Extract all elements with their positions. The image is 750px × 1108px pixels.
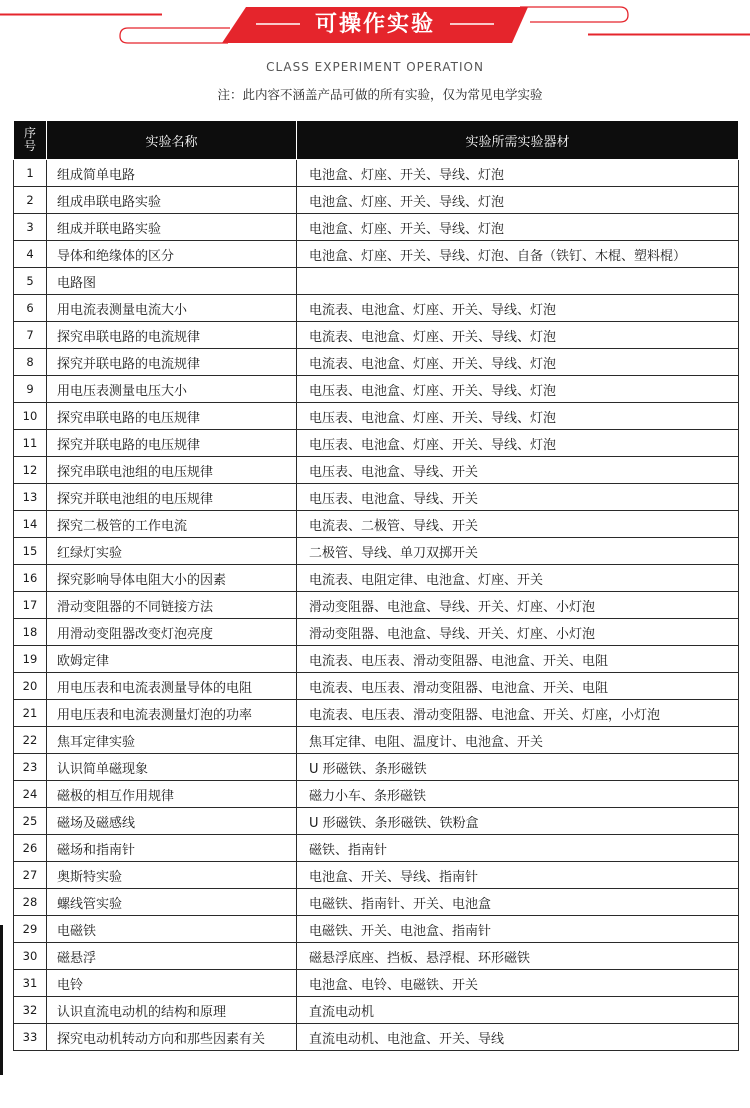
experiment-name: 探究串联电路的电流规律 [47, 322, 297, 349]
row-number: 33 [14, 1024, 47, 1051]
row-number: 11 [14, 430, 47, 457]
experiment-name: 探究并联电路的电流规律 [47, 349, 297, 376]
row-number: 9 [14, 376, 47, 403]
experiment-name: 认识直流电动机的结构和原理 [47, 997, 297, 1024]
table-row [14, 835, 739, 862]
experiment-equipment: 直流电动机 [297, 997, 739, 1024]
page-title: 可操作实验 [314, 12, 435, 37]
table-row [14, 457, 739, 484]
experiment-name: 探究影响导体电阻大小的因素 [47, 565, 297, 592]
table-row [14, 241, 739, 268]
experiment-name: 磁极的相互作用规律 [47, 781, 297, 808]
experiment-equipment: 电流表、电池盒、灯座、开关、导线、灯泡 [297, 295, 739, 322]
row-number: 28 [14, 889, 47, 916]
experiment-equipment: 电压表、电池盒、导线、开关 [297, 457, 739, 484]
experiment-name: 奥斯特实验 [47, 862, 297, 889]
table-row [14, 916, 739, 943]
row-number: 21 [14, 700, 47, 727]
experiment-equipment: 电流表、电压表、滑动变阻器、电池盒、开关、电阻 [297, 673, 739, 700]
row-number: 31 [14, 970, 47, 997]
table-row [14, 700, 739, 727]
row-number: 30 [14, 943, 47, 970]
table-row [14, 511, 739, 538]
row-number: 25 [14, 808, 47, 835]
experiment-name: 组成并联电路实验 [47, 214, 297, 241]
table-row [14, 970, 739, 997]
experiment-equipment: U 形磁铁、条形磁铁 [297, 754, 739, 781]
row-number: 19 [14, 646, 47, 673]
table-row [14, 484, 739, 511]
experiment-equipment: 电流表、电池盒、灯座、开关、导线、灯泡 [297, 349, 739, 376]
experiment-equipment: 磁力小车、条形磁铁 [297, 781, 739, 808]
row-number: 29 [14, 916, 47, 943]
experiment-equipment: U 形磁铁、条形磁铁、铁粉盒 [297, 808, 739, 835]
experiment-name: 导体和绝缘体的区分 [47, 241, 297, 268]
experiment-equipment: 电压表、电池盒、灯座、开关、导线、灯泡 [297, 403, 739, 430]
table-row [14, 268, 739, 295]
experiment-name: 磁悬浮 [47, 943, 297, 970]
table-header-row [14, 121, 739, 160]
experiment-equipment: 电压表、电池盒、灯座、开关、导线、灯泡 [297, 430, 739, 457]
experiment-equipment: 二极管、导线、单刀双掷开关 [297, 538, 739, 565]
experiment-name: 用滑动变阻器改变灯泡亮度 [47, 619, 297, 646]
table-row [14, 781, 739, 808]
table-row [14, 160, 739, 187]
table-row [14, 565, 739, 592]
experiment-equipment: 磁铁、指南针 [297, 835, 739, 862]
experiment-equipment: 电流表、电池盒、灯座、开关、导线、灯泡 [297, 322, 739, 349]
experiment-equipment: 滑动变阻器、电池盒、导线、开关、灯座、小灯泡 [297, 619, 739, 646]
row-number: 16 [14, 565, 47, 592]
table-row [14, 943, 739, 970]
experiment-equipment: 电池盒、灯座、开关、导线、灯泡 [297, 187, 739, 214]
experiment-equipment: 电流表、电压表、滑动变阻器、电池盒、开关、灯座，小灯泡 [297, 700, 739, 727]
experiment-equipment: 电压表、电池盒、灯座、开关、导线、灯泡 [297, 376, 739, 403]
experiment-equipment: 磁悬浮底座、挡板、悬浮棍、环形磁铁 [297, 943, 739, 970]
experiment-name: 认识简单磁现象 [47, 754, 297, 781]
disclaimer-note: 注：此内容不涵盖产品可做的所有实验，仅为常见电学实验 [217, 87, 543, 102]
experiment-equipment: 电池盒、灯座、开关、导线、灯泡 [297, 160, 739, 187]
experiment-name: 电磁铁 [47, 916, 297, 943]
row-number: 10 [14, 403, 47, 430]
table-row [14, 1024, 739, 1051]
table-row [14, 727, 739, 754]
experiment-equipment [297, 268, 739, 295]
table-row [14, 889, 739, 916]
row-number: 15 [14, 538, 47, 565]
row-number: 12 [14, 457, 47, 484]
row-number: 18 [14, 619, 47, 646]
row-number: 23 [14, 754, 47, 781]
experiment-equipment: 电池盒、灯座、开关、导线、灯泡 [297, 214, 739, 241]
experiment-equipment: 电池盒、灯座、开关、导线、灯泡、自备（铁钉、木棍、塑料棍） [297, 241, 739, 268]
row-number: 7 [14, 322, 47, 349]
experiment-equipment: 电磁铁、指南针、开关、电池盒 [297, 889, 739, 916]
experiment-name: 滑动变阻器的不同链接方法 [47, 592, 297, 619]
row-number: 2 [14, 187, 47, 214]
experiment-table [13, 121, 739, 1051]
table-body [14, 160, 739, 1051]
experiment-equipment: 直流电动机、电池盒、开关、导线 [297, 1024, 739, 1051]
experiment-name: 用电压表和电流表测量导体的电阻 [47, 673, 297, 700]
row-number: 14 [14, 511, 47, 538]
experiment-name: 用电流表测量电流大小 [47, 295, 297, 322]
table-row [14, 538, 739, 565]
experiment-name: 探究串联电路的电压规律 [47, 403, 297, 430]
row-number: 24 [14, 781, 47, 808]
table-row [14, 673, 739, 700]
table-row [14, 295, 739, 322]
experiment-name: 探究并联电池组的电压规律 [47, 484, 297, 511]
row-number: 32 [14, 997, 47, 1024]
row-number: 3 [14, 214, 47, 241]
left-edge-mark [0, 925, 3, 1075]
experiment-name: 磁场及磁感线 [47, 808, 297, 835]
row-number: 5 [14, 268, 47, 295]
experiment-name: 欧姆定律 [47, 646, 297, 673]
table-row [14, 430, 739, 457]
row-number: 17 [14, 592, 47, 619]
row-number: 27 [14, 862, 47, 889]
table-row [14, 808, 739, 835]
title-banner [0, 0, 750, 50]
table-row [14, 187, 739, 214]
experiment-name: 电路图 [47, 268, 297, 295]
experiment-name: 探究并联电路的电压规律 [47, 430, 297, 457]
row-number: 1 [14, 160, 47, 187]
table-row [14, 592, 739, 619]
experiment-name: 组成串联电路实验 [47, 187, 297, 214]
row-number: 20 [14, 673, 47, 700]
column-header-no: 序号 [14, 121, 47, 160]
table-row [14, 997, 739, 1024]
table-row [14, 214, 739, 241]
row-number: 6 [14, 295, 47, 322]
experiment-equipment: 电流表、电阻定律、电池盒、灯座、开关 [297, 565, 739, 592]
experiment-name: 磁场和指南针 [47, 835, 297, 862]
row-number: 4 [14, 241, 47, 268]
row-number: 13 [14, 484, 47, 511]
experiment-name: 电铃 [47, 970, 297, 997]
experiment-equipment: 电流表、电压表、滑动变阻器、电池盒、开关、电阻 [297, 646, 739, 673]
experiment-equipment: 焦耳定律、电阻、温度计、电池盒、开关 [297, 727, 739, 754]
experiment-equipment: 电磁铁、开关、电池盒、指南针 [297, 916, 739, 943]
experiment-name: 螺线管实验 [47, 889, 297, 916]
experiment-table-container [13, 121, 738, 1051]
experiment-equipment: 电压表、电池盒、导线、开关 [297, 484, 739, 511]
experiment-name: 探究串联电池组的电压规律 [47, 457, 297, 484]
row-number: 8 [14, 349, 47, 376]
table-row [14, 646, 739, 673]
table-row [14, 754, 739, 781]
experiment-name: 探究电动机转动方向和那些因素有关 [47, 1024, 297, 1051]
experiment-name: 焦耳定律实验 [47, 727, 297, 754]
column-header-equipment: 实验所需实验器材 [297, 121, 739, 160]
row-number: 26 [14, 835, 47, 862]
experiment-name: 用电压表和电流表测量灯泡的功率 [47, 700, 297, 727]
table-row [14, 619, 739, 646]
table-row [14, 376, 739, 403]
table-row [14, 862, 739, 889]
experiment-name: 探究二极管的工作电流 [47, 511, 297, 538]
experiment-equipment: 电池盒、电铃、电磁铁、开关 [297, 970, 739, 997]
row-number: 22 [14, 727, 47, 754]
table-row [14, 322, 739, 349]
column-header-name: 实验名称 [47, 121, 297, 160]
experiment-equipment: 电流表、二极管、导线、开关 [297, 511, 739, 538]
experiment-name: 用电压表测量电压大小 [47, 376, 297, 403]
experiment-equipment: 电池盒、开关、导线、指南针 [297, 862, 739, 889]
page-subtitle: CLASS EXPERIMENT OPERATION [266, 60, 484, 74]
experiment-name: 组成简单电路 [47, 160, 297, 187]
experiment-name: 红绿灯实验 [47, 538, 297, 565]
table-row [14, 403, 739, 430]
table-row [14, 349, 739, 376]
experiment-equipment: 滑动变阻器、电池盒、导线、开关、灯座、小灯泡 [297, 592, 739, 619]
